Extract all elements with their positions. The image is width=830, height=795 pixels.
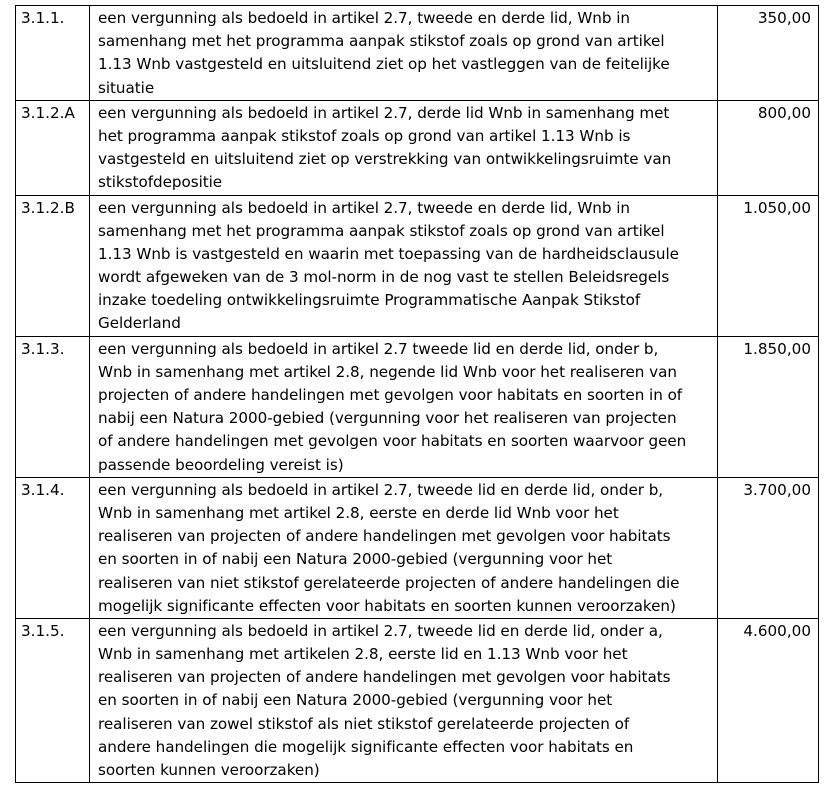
- table-row: [16, 336, 819, 477]
- description-line: realiseren van niet stikstof gerelateerde projecten of andere handelingen die: [98, 573, 680, 592]
- description-line: een vergunning als bedoeld in artikel 2.7, tweede en derde lid, Wnb in: [98, 9, 630, 27]
- row-description: [90, 477, 718, 618]
- row-description: [90, 6, 718, 101]
- tariff-table: [15, 5, 819, 783]
- description-line: een vergunning als bedoeld in artikel 2.7, tweede lid en derde lid, onder b,: [98, 480, 664, 499]
- description-line: een vergunning als bedoeld in artikel 2.7, tweede en derde lid, Wnb in: [98, 198, 630, 217]
- description-line: inzake toedeling ontwikkelingsruimte Programmatische Aanpak Stikstof: [98, 291, 641, 310]
- row-amount: 4.600,00: [718, 618, 819, 782]
- description-line: Wnb in samenhang met artikelen 2.8, eerste lid en 1.13 Wnb voor het: [98, 645, 628, 664]
- description-line: nabij een Natura 2000-gebied (vergunning voor het realiseren van projecten: [98, 409, 677, 428]
- description-line: wordt afgeweken van de 3 mol-norm in de nog vast te stellen Beleidsregels: [98, 268, 670, 287]
- description-line: of andere handelingen met gevolgen voor habitats en soorten waarvoor geen: [98, 432, 687, 451]
- description-line: Wnb in samenhang met artikel 2.8, eerste en derde lid Wnb voor het: [98, 503, 619, 522]
- description-line: samenhang met het programma aanpak stikstof zoals op grond van artikel: [98, 32, 665, 51]
- description-line: vastgesteld en uitsluitend ziet op verstrekking van ontwikkelingsruimte van: [98, 150, 672, 169]
- description-line: het programma aanpak stikstof zoals op grond van artikel 1.13 Wnb is: [98, 126, 631, 145]
- row-code: 3.1.2.A: [16, 100, 90, 195]
- description-line: een vergunning als bedoeld in artikel 2.7, tweede lid en derde lid, onder a,: [98, 621, 663, 640]
- row-amount: 350,00: [718, 6, 819, 101]
- description-line: realiseren van zowel stikstof als niet stikstof gerelateerde projecten of: [98, 714, 630, 733]
- row-description: [90, 336, 718, 477]
- row-code: 3.1.1.: [16, 6, 90, 101]
- description-line: en soorten in of nabij een Natura 2000-gebied (vergunning voor het: [98, 691, 613, 710]
- table-row: [16, 618, 819, 782]
- description-line: 1.13 Wnb is vastgesteld en waarin met toepassing van de hardheidsclausule: [98, 244, 679, 263]
- description-line: andere handelingen die mogelijk significante effecten voor habitats en: [98, 737, 634, 756]
- description-line: situatie: [98, 78, 155, 97]
- description-line: samenhang met het programma aanpak stikstof zoals op grond van artikel: [98, 221, 665, 240]
- row-amount: 800,00: [718, 100, 819, 195]
- description-line: realiseren van projecten of andere handelingen met gevolgen voor habitats: [98, 668, 671, 687]
- description-line: en soorten in of nabij een Natura 2000-gebied (vergunning voor het: [98, 550, 613, 569]
- description-line: passende beoordeling vereist is): [98, 455, 344, 474]
- row-amount: 3.700,00: [718, 477, 819, 618]
- table-row: [16, 477, 819, 618]
- description-line: realiseren van projecten of andere handelingen met gevolgen voor habitats: [98, 527, 671, 546]
- description-line: Gelderland: [98, 314, 181, 333]
- row-description: [90, 195, 718, 336]
- description-line: mogelijk significante effecten voor habitats en soorten kunnen veroorzaken): [98, 596, 676, 615]
- row-amount: 1.050,00: [718, 195, 819, 336]
- description-line: Wnb in samenhang met artikel 2.8, negende lid Wnb voor het realiseren van: [98, 362, 677, 381]
- row-description: [90, 618, 718, 782]
- description-line: soorten kunnen veroorzaken): [98, 761, 320, 779]
- table-row: [16, 195, 819, 336]
- description-line: projecten of andere handelingen met gevolgen voor habitats en soorten in of: [98, 386, 683, 404]
- description-line: stikstofdepositie: [98, 173, 223, 192]
- description-line: een vergunning als bedoeld in artikel 2.7, derde lid Wnb in samenhang met: [98, 103, 670, 122]
- row-code: 3.1.4.: [16, 477, 90, 618]
- row-code: 3.1.5.: [16, 618, 90, 782]
- description-line: een vergunning als bedoeld in artikel 2.7 tweede lid en derde lid, onder b,: [98, 339, 659, 358]
- row-code: 3.1.2.B: [16, 195, 90, 336]
- description-line: 1.13 Wnb vastgesteld en uitsluitend ziet op het vastleggen van de feitelijke: [98, 55, 670, 74]
- row-amount: 1.850,00: [718, 336, 819, 477]
- table-row: [16, 6, 819, 101]
- row-description: [90, 100, 718, 195]
- table-row: [16, 100, 819, 195]
- row-code: 3.1.3.: [16, 336, 90, 477]
